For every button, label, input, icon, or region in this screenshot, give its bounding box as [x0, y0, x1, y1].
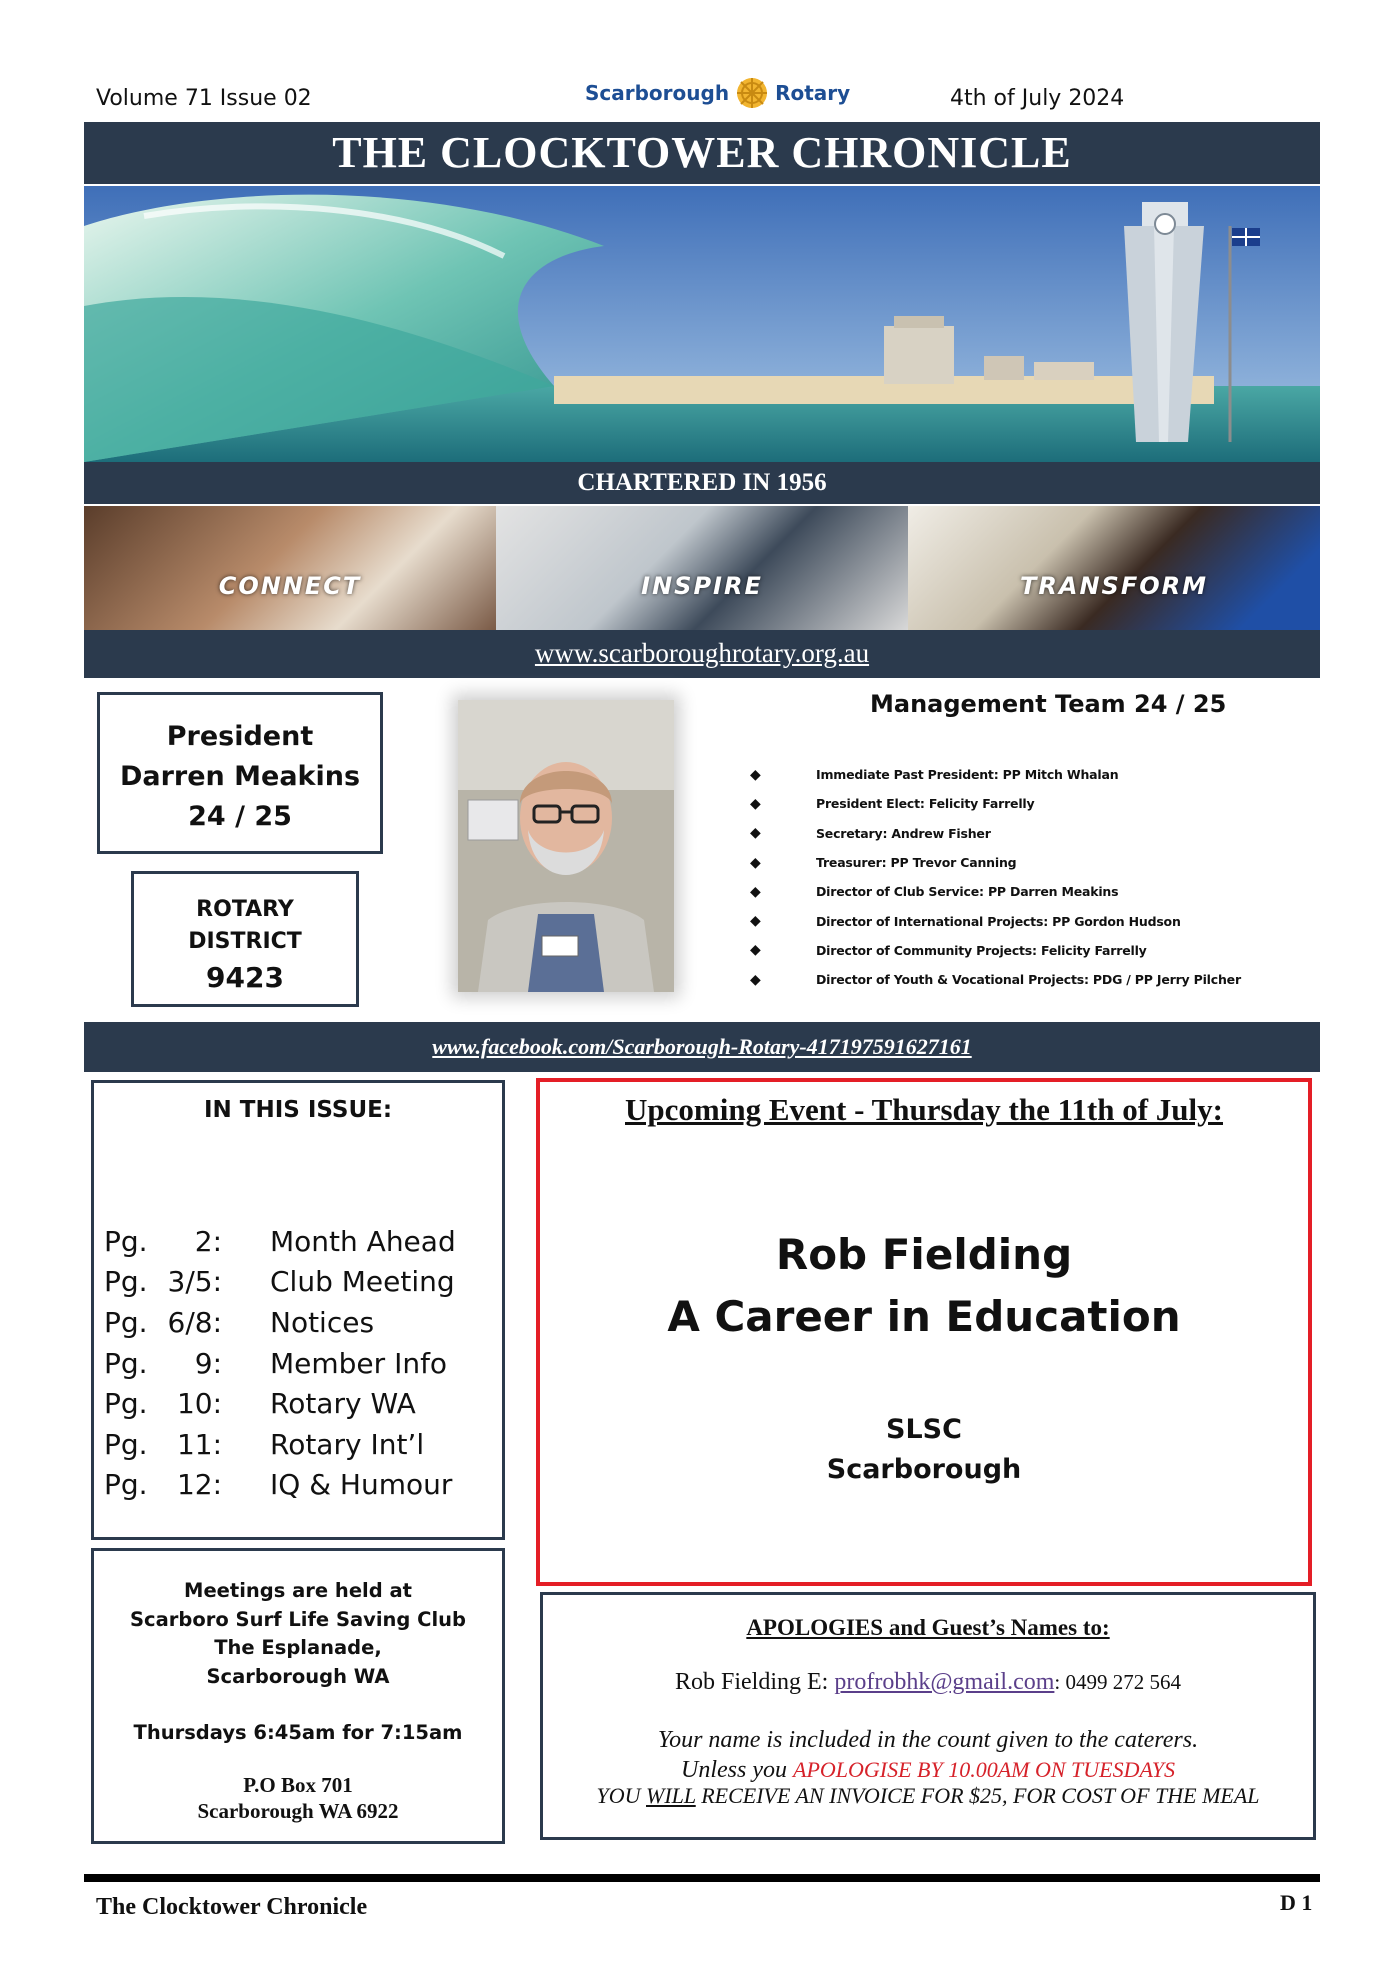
diamond-bullet-icon: ◆	[750, 854, 761, 871]
po-box: P.O Box 701	[243, 1772, 353, 1797]
president-role: President	[166, 721, 314, 752]
event-venue-line1: SLSC	[886, 1414, 962, 1445]
management-item: ◆ Secretary: Andrew Fisher	[750, 825, 991, 842]
event-heading: Upcoming Event - Thursday the 11th of July:	[625, 1092, 1223, 1127]
management-item: ◆ Director of Youth & Vocational Projects: PDG / PP Jerry Pilcher	[750, 971, 1241, 988]
event-venue-line2: Scarborough	[826, 1454, 1022, 1485]
apologies-email-link[interactable]: profrobhk@gmail.com	[834, 1669, 1055, 1695]
upcoming-event-box	[536, 1078, 1312, 1586]
po-box-suburb: Scarborough WA 6922	[197, 1798, 399, 1823]
panel-inspire	[496, 506, 908, 630]
meetings-info	[94, 1577, 502, 1824]
district-box	[131, 871, 359, 1007]
meetings-venue: Scarboro Surf Life Saving Club	[129, 1607, 467, 1631]
connect-inspire-transform-strip	[84, 506, 1320, 630]
panel-transform	[908, 506, 1320, 630]
diamond-bullet-icon: ◆	[750, 795, 761, 812]
management-item: ◆ Treasurer: PP Trevor Canning	[750, 854, 1017, 871]
event-speaker: Rob Fielding	[775, 1230, 1073, 1279]
website-banner	[84, 630, 1320, 678]
footer-title: The Clocktower Chronicle	[96, 1894, 368, 1920]
issue-row: Pg. 6/8: Notices	[104, 1305, 375, 1339]
issue-row: Pg. 2: Month Ahead	[104, 1224, 456, 1258]
club-logo	[585, 76, 850, 110]
event-venue	[540, 1410, 1308, 1490]
diamond-bullet-icon: ◆	[750, 883, 761, 900]
management-item: ◆ Director of Community Projects: Felicity Farrelly	[750, 942, 1147, 959]
event-title	[540, 1224, 1308, 1348]
website-link[interactable]: www.scarboroughrotary.org.au	[534, 638, 870, 668]
meetings-info-box	[91, 1548, 505, 1844]
footer-rule	[84, 1874, 1320, 1882]
apologies-note-line1: Your name is included in the count given to the caterers.	[657, 1727, 1199, 1753]
apologies-deadline: APOLOGISE BY 10.00AM ON TUESDAYS	[793, 1757, 1175, 1782]
district-line1: ROTARY	[196, 897, 294, 922]
meetings-time: Thursdays 6:45am for 7:15am	[133, 1721, 463, 1744]
apologies-note-line3: YOU WILL RECEIVE AN INVOICE FOR $25, FOR COST OF THE MEAL	[596, 1783, 1260, 1808]
volume-issue: Volume 71 Issue 02	[96, 86, 312, 111]
diamond-bullet-icon: ◆	[750, 825, 761, 842]
facebook-banner	[84, 1022, 1320, 1072]
president-name: Darren Meakins	[119, 761, 361, 792]
district-number: 9423	[206, 961, 284, 994]
panel-connect	[84, 506, 496, 630]
diamond-bullet-icon: ◆	[750, 913, 761, 930]
apologies-note-line2: Unless you APOLOGISE BY 10.00AM ON TUESDAYS	[681, 1757, 1175, 1783]
issue-row: Pg. 9: Member Info	[104, 1346, 448, 1380]
hero-image-wave-clocktower	[84, 186, 1320, 462]
management-list	[750, 760, 1241, 994]
issue-row: Pg. 11: Rotary Int’l	[104, 1427, 425, 1461]
apologies-phone: : 0499 272 564	[1054, 1670, 1181, 1694]
panel-inspire-label: INSPIRE	[641, 572, 763, 600]
in-this-issue-title: IN THIS ISSUE:	[203, 1097, 393, 1123]
logo-text-right: Rotary	[775, 81, 851, 105]
issue-contents-list	[104, 1221, 456, 1505]
meetings-street: The Esplanade,	[214, 1636, 382, 1659]
newsletter-title: THE CLOCKTOWER CHRONICLE	[84, 122, 1320, 184]
panel-transform-label: TRANSFORM	[1020, 572, 1208, 600]
diamond-bullet-icon: ◆	[750, 942, 761, 959]
issue-row: Pg. 10: Rotary WA	[104, 1387, 416, 1421]
apologies-box	[540, 1592, 1316, 1840]
management-item: ◆ Immediate Past President: PP Mitch Whalan	[750, 766, 1119, 783]
rotary-wheel-icon	[735, 76, 769, 110]
district-line2: DISTRICT	[188, 929, 302, 954]
panel-connect-label: CONNECT	[218, 572, 362, 600]
management-item: ◆ Director of International Projects: PP Gordon Hudson	[750, 913, 1181, 930]
issue-date: 4th of July 2024	[950, 86, 1125, 111]
president-term: 24 / 25	[188, 801, 292, 832]
diamond-bullet-icon: ◆	[750, 766, 761, 783]
issue-row: Pg. 3/5: Club Meeting	[104, 1265, 455, 1299]
page-number: D 1	[1280, 1890, 1313, 1915]
logo-text-left: Scarborough	[585, 81, 730, 105]
chartered-banner: CHARTERED IN 1956	[84, 462, 1320, 504]
facebook-link[interactable]: www.facebook.com/Scarborough-Rotary-417197591627161	[432, 1034, 972, 1059]
president-box	[97, 692, 383, 854]
president-photo	[458, 700, 674, 992]
apologies-heading: APOLOGIES and Guest’s Names to:	[746, 1615, 1110, 1640]
management-item: ◆ President Elect: Felicity Farrelly	[750, 795, 1035, 812]
meetings-suburb: Scarborough WA	[206, 1664, 390, 1688]
in-this-issue-box	[91, 1080, 505, 1540]
issue-row: Pg. 12: IQ & Humour	[104, 1468, 453, 1502]
apologies-contact: Rob Fielding E: profrobhk@gmail.com: 0499 272 564	[675, 1669, 1181, 1695]
diamond-bullet-icon: ◆	[750, 971, 761, 988]
event-topic: A Career in Education	[667, 1292, 1181, 1341]
management-title: Management Team 24 / 25	[870, 690, 1227, 718]
meetings-line: Meetings are held at	[184, 1579, 412, 1602]
management-item: ◆ Director of Club Service: PP Darren Meakins	[750, 883, 1119, 900]
